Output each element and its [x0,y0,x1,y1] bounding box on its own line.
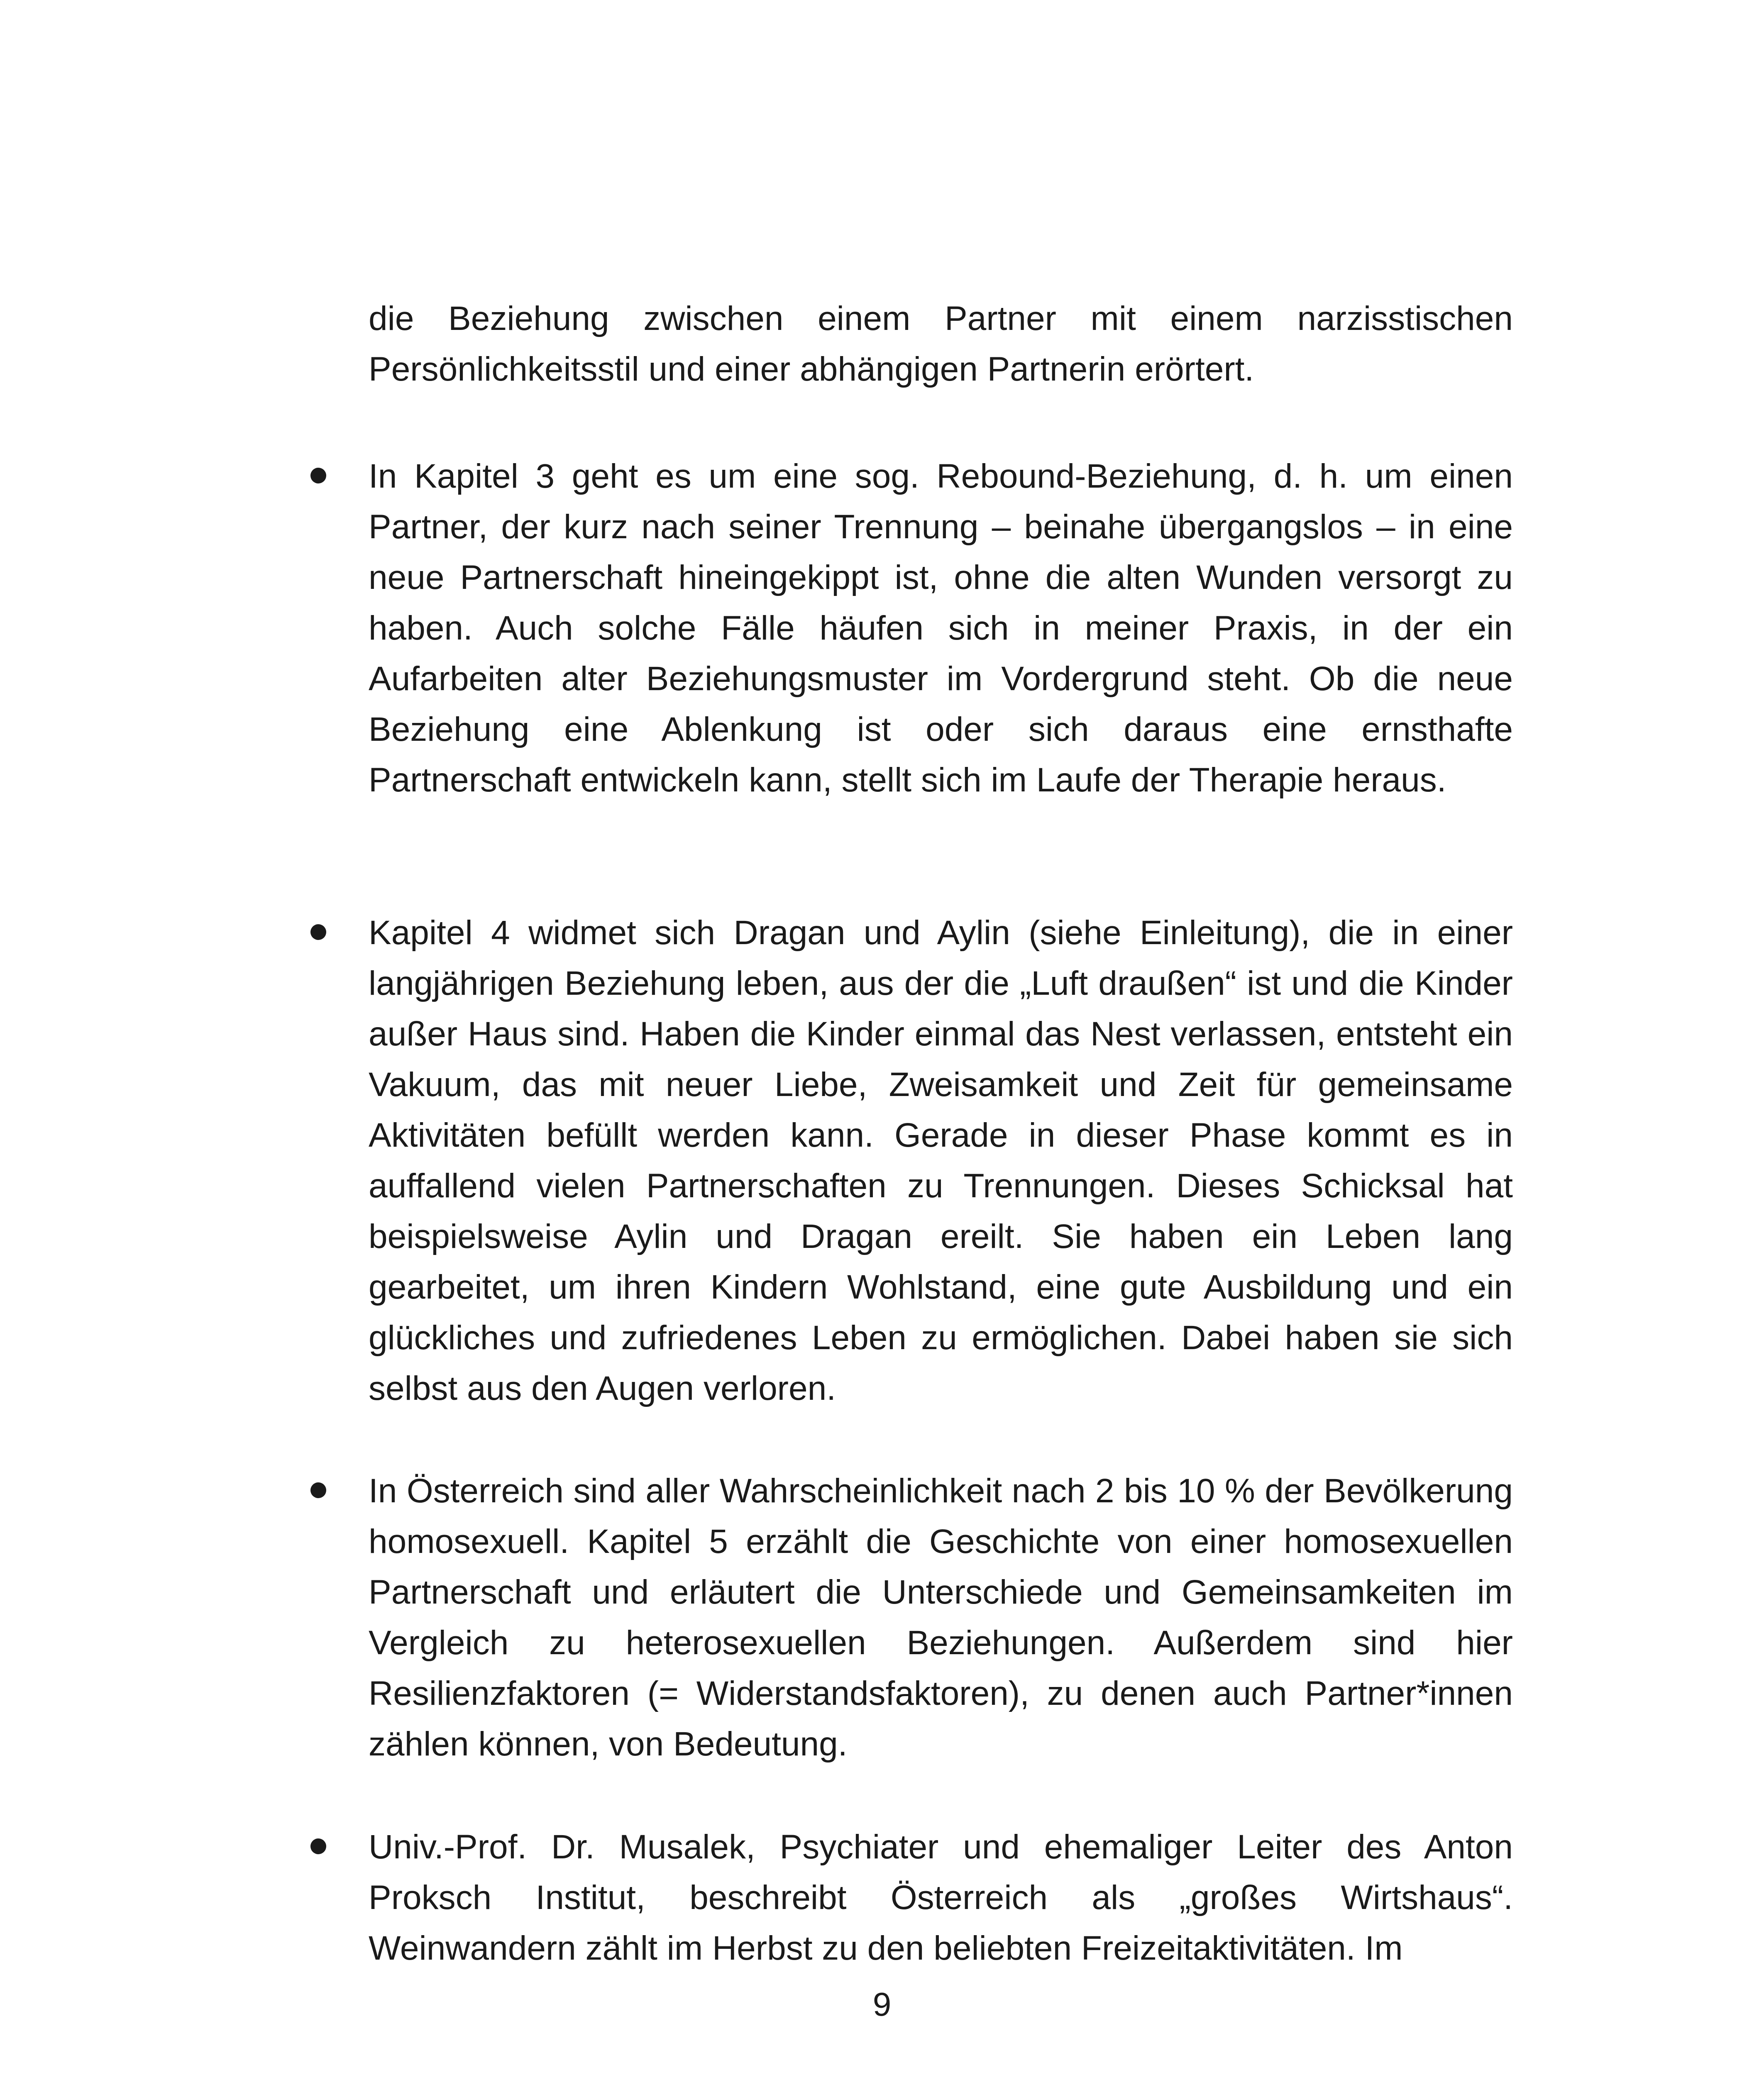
bullet-item-musalek [369,1822,1513,1974]
continuation-paragraph: die Beziehung zwischen einem Partner mit einem narzisstischen Persönlichkeitsstil und einer abhängigen Partnerin erörtert. [369,300,1513,388]
bullet-text: Univ.-Prof. Dr. Musalek, Psychiater und ehemaliger Leiter des Anton Proksch Institut, beschreibt Österreich als „großes Wirtshaus“. Weinwandern zählt im Herbst zu den beliebten Freizeitaktivitäten. Im [369,1828,1513,1967]
bullet-icon [310,1482,326,1498]
bullet-icon [310,468,326,483]
bullet-item-chapter-5 [369,1466,1513,1770]
bullet-item-chapter-4 [369,908,1513,1414]
bullet-text: In Österreich sind aller Wahrscheinlichkeit nach 2 bis 10 % der Bevölkerung homosexuell. Kapitel 5 erzählt die Geschichte von einer homosexuellen Partnerschaft und erläutert die Unterschiede und Gemeinsamkeiten im Vergleich zu heterosexuellen Beziehungen. Außerdem sind hier Resilienzfaktoren (= Widerstandsfaktoren), zu denen auch Partner*innen zählen können, von Bedeutung. [369,1472,1513,1763]
bullet-icon [310,924,326,940]
bullet-text: In Kapitel 3 geht es um eine sog. Rebound-Beziehung, d. h. um einen Partner, der kurz nach seiner Trennung – beinahe übergangslos – in eine neue Partnerschaft hineingekippt ist, ohne die alten Wunden versorgt zu haben. Auch solche Fälle häufen sich in meiner Praxis, in der ein Aufarbeiten alter Beziehungsmuster im Vordergrund steht. Ob die neue Beziehung eine Ablenkung ist oder sich daraus eine ernsthafte Partnerschaft entwickeln kann, stellt sich im Laufe der Therapie heraus. [369,457,1513,799]
bullet-item-chapter-3 [369,451,1513,806]
page-number: 9 [872,1986,892,2023]
bullet-icon [310,1838,326,1854]
bullet-text: Kapitel 4 widmet sich Dragan und Aylin (siehe Einleitung), die in einer langjährigen Beziehung leben, aus der die „Luft draußen“ ist und die Kinder außer Haus sind. Haben die Kinder einmal das Nest verlassen, entsteht ein Vakuum, das mit neuer Liebe, Zweisamkeit und Zeit für gemeinsame Aktivitäten befüllt werden kann. Gerade in dieser Phase kommt es in auffallend vielen Partnerschaften zu Trennungen. Dieses Schicksal hat beispielsweise Aylin und Dragan ereilt. Sie haben ein Leben lang gearbeitet, um ihren Kindern Wohlstand, eine gute Ausbildung und ein glückliches und zufriedenes Leben zu ermöglichen. Dabei haben sie sich selbst aus den Augen verloren. [369,914,1513,1407]
